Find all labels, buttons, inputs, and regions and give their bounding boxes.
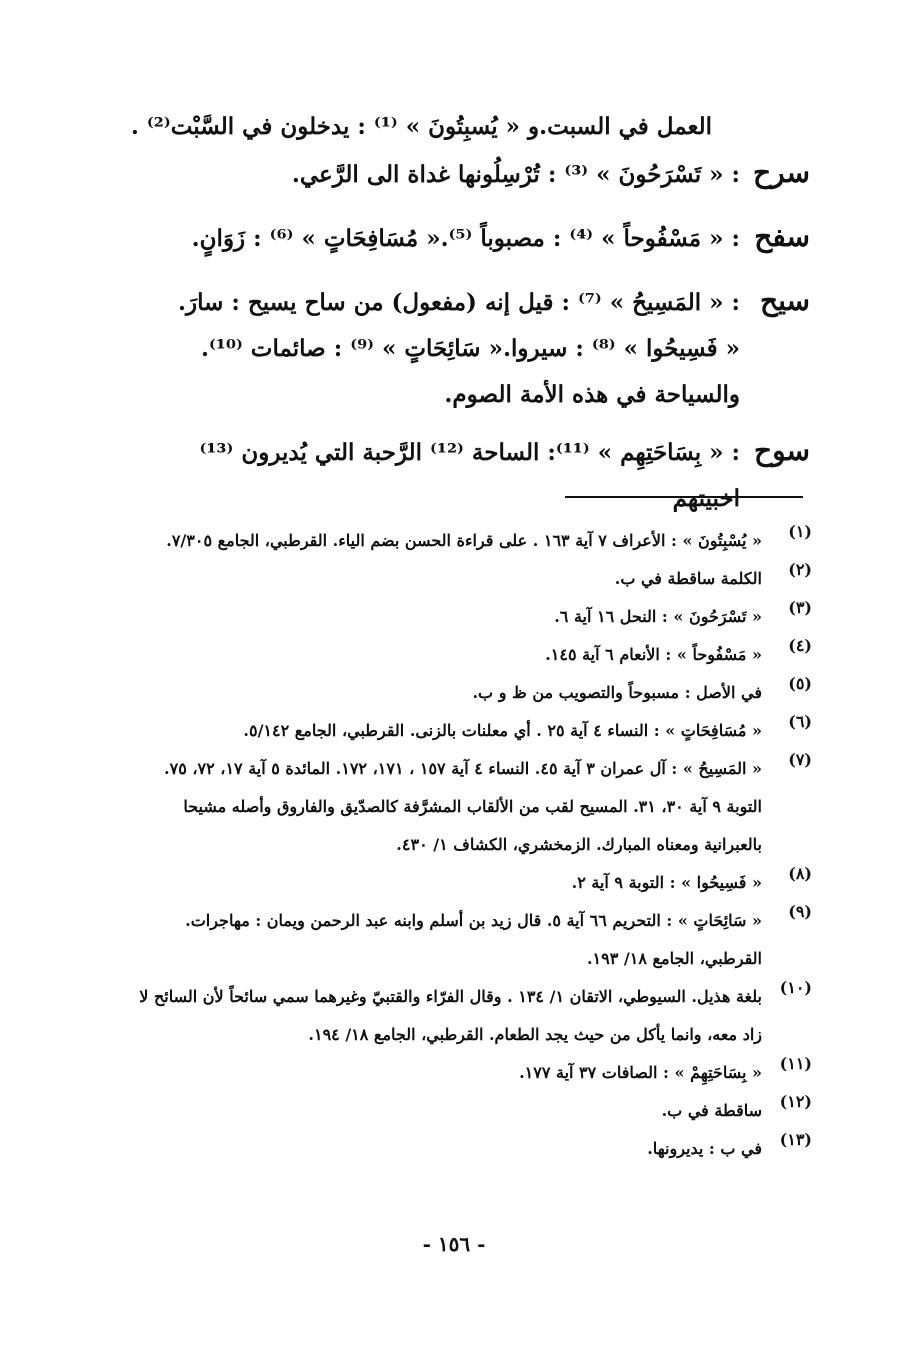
footnote xyxy=(128,750,812,864)
entry-line: : « المَسِيحُ » ⁽⁷⁾ : قيل إنه (مفعول) من ساح يسيح : سارَ. xyxy=(177,289,740,316)
footnote-text: « سَائِحَاتٍ » : التحريم ٦٦ آية ٥. قال زيد بن أسلم وابنه عبد الرحمن ويمان : مهاجرات. القرطبي، الجامع ١٨/ ١٩٣. xyxy=(185,911,762,968)
footnote-text: ساقطة في ب. xyxy=(661,1101,762,1120)
footnote-text: « فَسِيحُوا » : التوبة ٩ آية ٢. xyxy=(571,873,762,892)
entry-sayh xyxy=(130,280,810,418)
footnote xyxy=(128,598,812,636)
footnote-text: « مَسْفُوحاً » : الأنعام ٦ آية ١٤٥. xyxy=(545,645,762,664)
footnote xyxy=(128,522,812,560)
intro-line: العمل في السبت.و « يُسبِتُونَ » ⁽¹⁾ : يدخلون في السَّبْت⁽²⁾ . xyxy=(130,113,712,140)
footnote-number: (٣) xyxy=(788,598,812,617)
footnote xyxy=(128,674,812,712)
footnote-text: « بِسَاحَتِهِمْ » : الصافات ٣٧ آية ١٧٧. xyxy=(519,1063,762,1082)
footnote-text: الكلمة ساقطة في ب. xyxy=(614,569,762,588)
footnote-number: (١١) xyxy=(779,1054,812,1073)
footnote-number: (٦) xyxy=(788,712,812,731)
root-word: سفح xyxy=(754,220,810,253)
footnote xyxy=(128,1092,812,1130)
footnote xyxy=(128,902,812,978)
footnote-separator xyxy=(565,496,803,498)
entry-sarh xyxy=(130,152,810,198)
footnote-number: (٥) xyxy=(788,674,812,693)
entry-line: : « تَسْرَحُونَ » ⁽³⁾ : تُرْسِلُونها غداة الى الرَّعي. xyxy=(291,161,740,188)
root-word: سرح xyxy=(753,156,810,189)
footnote-number: (٤) xyxy=(788,636,812,655)
footnote-text: « مُسَافِحَاتٍ » : النساء ٤ آية ٢٥ . أي معلنات بالزنى. القرطبي، الجامع ٥/١٤٢. xyxy=(243,721,762,740)
footnote-number: (١) xyxy=(788,522,812,541)
footnote-text: في الأصل : مسبوحاً والتصويب من ظ و ب. xyxy=(472,683,762,702)
footnote xyxy=(128,864,812,902)
footnote xyxy=(128,1054,812,1092)
main-text xyxy=(130,104,810,150)
footnote-number: (١٠) xyxy=(779,978,812,997)
root-word: سوح xyxy=(754,434,810,467)
footnote-number: (١٣) xyxy=(779,1130,812,1149)
footnote-number: (٢) xyxy=(788,560,812,579)
footnote-number: (٨) xyxy=(788,864,812,883)
footnote-text: بلغة هذيل. السيوطي، الاتقان ١/ ١٣٤ . وقال الفرّاء والقتبيّ وغيرهما سمي سائحاً لأن السائح لا زاد معه، وانما يأكل من حيث يجد الطعام. القرطبي، الجامع ١٨/ ١٩٤. xyxy=(139,987,762,1044)
footnote xyxy=(128,636,812,674)
root-word: سيح xyxy=(760,284,810,317)
footnote-number: (٧) xyxy=(788,750,812,769)
entry-sawh xyxy=(130,430,810,522)
footnote xyxy=(128,1130,812,1168)
footnote-number: (٩) xyxy=(788,902,812,921)
footnote xyxy=(128,560,812,598)
footnote-text: في ب : يديرونها. xyxy=(647,1139,762,1158)
entry-line: والسياحة في هذه الأمة الصوم. xyxy=(444,381,740,408)
footnote xyxy=(128,712,812,750)
footnote xyxy=(128,978,812,1054)
entry-safh xyxy=(130,216,810,262)
page-number: - ١٥٦ - xyxy=(422,1232,486,1256)
footnote-text: « المَسِيحُ » : آل عمران ٣ آية ٤٥. النساء ٤ آية ١٥٧ ، ١٧١، ١٧٢. المائدة ٥ آية ١٧، ٧٢، ٧٥. التوبة ٩ آية ٣٠، ٣١. المسيح لقب من الألقاب المشرَّفة كالصدّيق والفاروق وأصله مشيحا بالعبرانية ومعناه المبارك. الزمخشري، الكشاف ١/ ٤٣٠. xyxy=(164,759,762,854)
footnote-number: (١٢) xyxy=(779,1092,812,1111)
footnotes xyxy=(128,522,812,1168)
entry-line: : « مَسْفُوحاً » ⁽⁴⁾ : مصبوباً ⁽⁵⁾.« مُسَافِحَاتٍ » ⁽⁶⁾ : زَوَانٍ. xyxy=(191,225,740,252)
footnote-text: « يُسْبِتُونَ » : الأعراف ٧ آية ١٦٣ . على قراءة الحسن بضم الياء. القرطبي، الجامع ٧/٣٠٥. xyxy=(166,531,762,550)
footnote-text: « تَسْرَحُونَ » : النحل ١٦ آية ٦. xyxy=(554,607,762,626)
entry-line: : « بِسَاحَتِهِم » ⁽¹¹⁾: الساحة ⁽¹²⁾ الرَّحبة التي يُديرون ⁽¹³⁾ اخبيتهم xyxy=(199,439,740,512)
entry-line: « فَسِيحُوا » ⁽⁸⁾ : سيروا.« سَائِحَاتٍ » ⁽⁹⁾ : صائمات ⁽¹⁰⁾. xyxy=(200,335,740,362)
